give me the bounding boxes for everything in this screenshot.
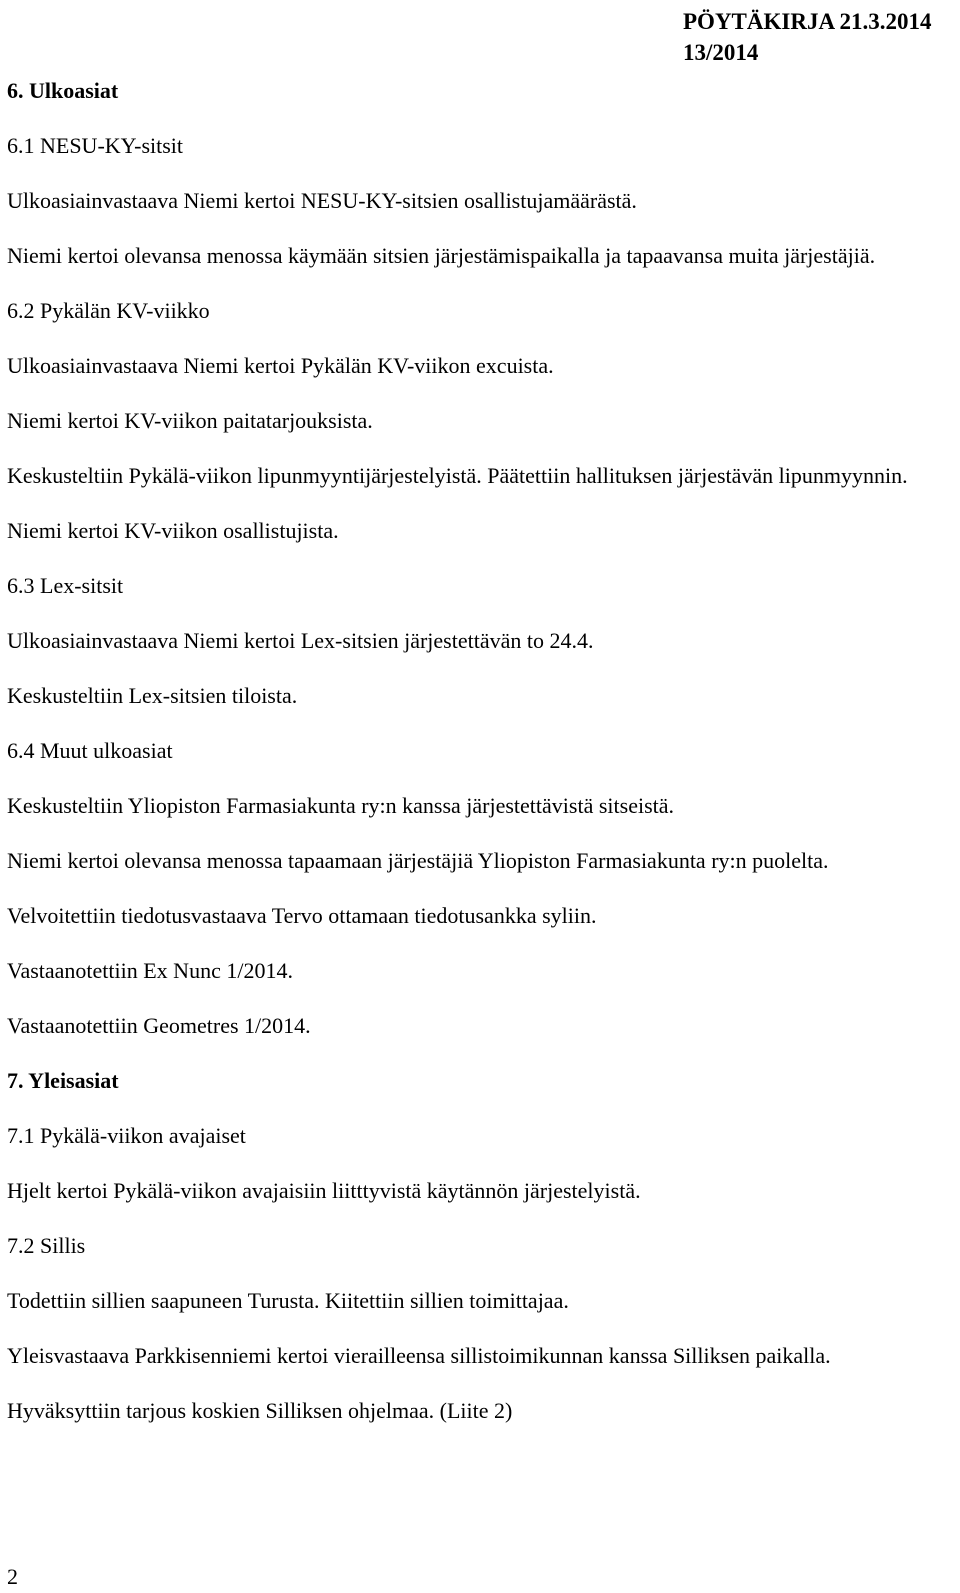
paragraph: Keskusteltiin Lex-sitsien tiloista. [7, 683, 298, 708]
document-number: 13/2014 [683, 40, 759, 65]
subsection-heading: 6.3 Lex-sitsit [7, 573, 124, 598]
paragraph: Niemi kertoi olevansa menossa tapaamaan järjestäjiä Yliopiston Farmasiakunta ry:n puolelta. [7, 848, 829, 873]
section-heading: 6. Ulkoasiat [7, 78, 119, 103]
subsection-heading: 6.1 NESU-KY-sitsit [7, 133, 184, 158]
paragraph: Hjelt kertoi Pykälä-viikon avajaisiin liitttyvistä käytännön järjestelyistä. [7, 1178, 641, 1203]
paragraph: Keskusteltiin Yliopiston Farmasiakunta ry:n kanssa järjestettävistä sitseistä. [7, 793, 675, 818]
section-heading: 7. Yleisasiat [7, 1068, 119, 1093]
paragraph: Ulkoasiainvastaava Niemi kertoi NESU-KY-sitsien osallistujamäärästä. [7, 188, 637, 213]
subsection-heading: 6.2 Pykälän KV-viikko [7, 298, 210, 323]
subsection-heading: 7.2 Sillis [7, 1233, 86, 1258]
subsection-heading: 6.4 Muut ulkoasiat [7, 738, 173, 763]
paragraph: Hyväksyttiin tarjous koskien Silliksen ohjelmaa. (Liite 2) [7, 1398, 513, 1423]
subsection-heading: 7.1 Pykälä-viikon avajaiset [7, 1123, 246, 1148]
paragraph: Niemi kertoi KV-viikon paitatarjouksista. [7, 408, 373, 433]
paragraph: Keskusteltiin Pykälä-viikon lipunmyyntijärjestelyistä. Päätettiin hallituksen järjestävän lipunmyynnin. [7, 463, 908, 488]
paragraph: Ulkoasiainvastaava Niemi kertoi Lex-sitsien järjestettävän to 24.4. [7, 628, 594, 653]
paragraph: Vastaanotettiin Geometres 1/2014. [7, 1013, 311, 1038]
paragraph: Yleisvastaava Parkkisenniemi kertoi vierailleensa sillistoimikunnan kanssa Silliksen paikalla. [7, 1343, 831, 1368]
page-number: 2 [7, 1564, 18, 1589]
paragraph: Todettiin sillien saapuneen Turusta. Kiitettiin sillien toimittajaa. [7, 1288, 569, 1313]
document-header [683, 6, 932, 68]
paragraph: Vastaanotettiin Ex Nunc 1/2014. [7, 958, 293, 983]
document-title: PÖYTÄKIRJA 21.3.2014 [683, 9, 932, 34]
paragraph: Ulkoasiainvastaava Niemi kertoi Pykälän KV-viikon excuista. [7, 353, 554, 378]
document-body [7, 76, 942, 1451]
paragraph: Velvoitettiin tiedotusvastaava Tervo ottamaan tiedotusankka syliin. [7, 903, 597, 928]
paragraph: Niemi kertoi KV-viikon osallistujista. [7, 518, 339, 543]
paragraph: Niemi kertoi olevansa menossa käymään sitsien järjestämispaikalla ja tapaavansa muita järjestäjiä. [7, 243, 876, 268]
